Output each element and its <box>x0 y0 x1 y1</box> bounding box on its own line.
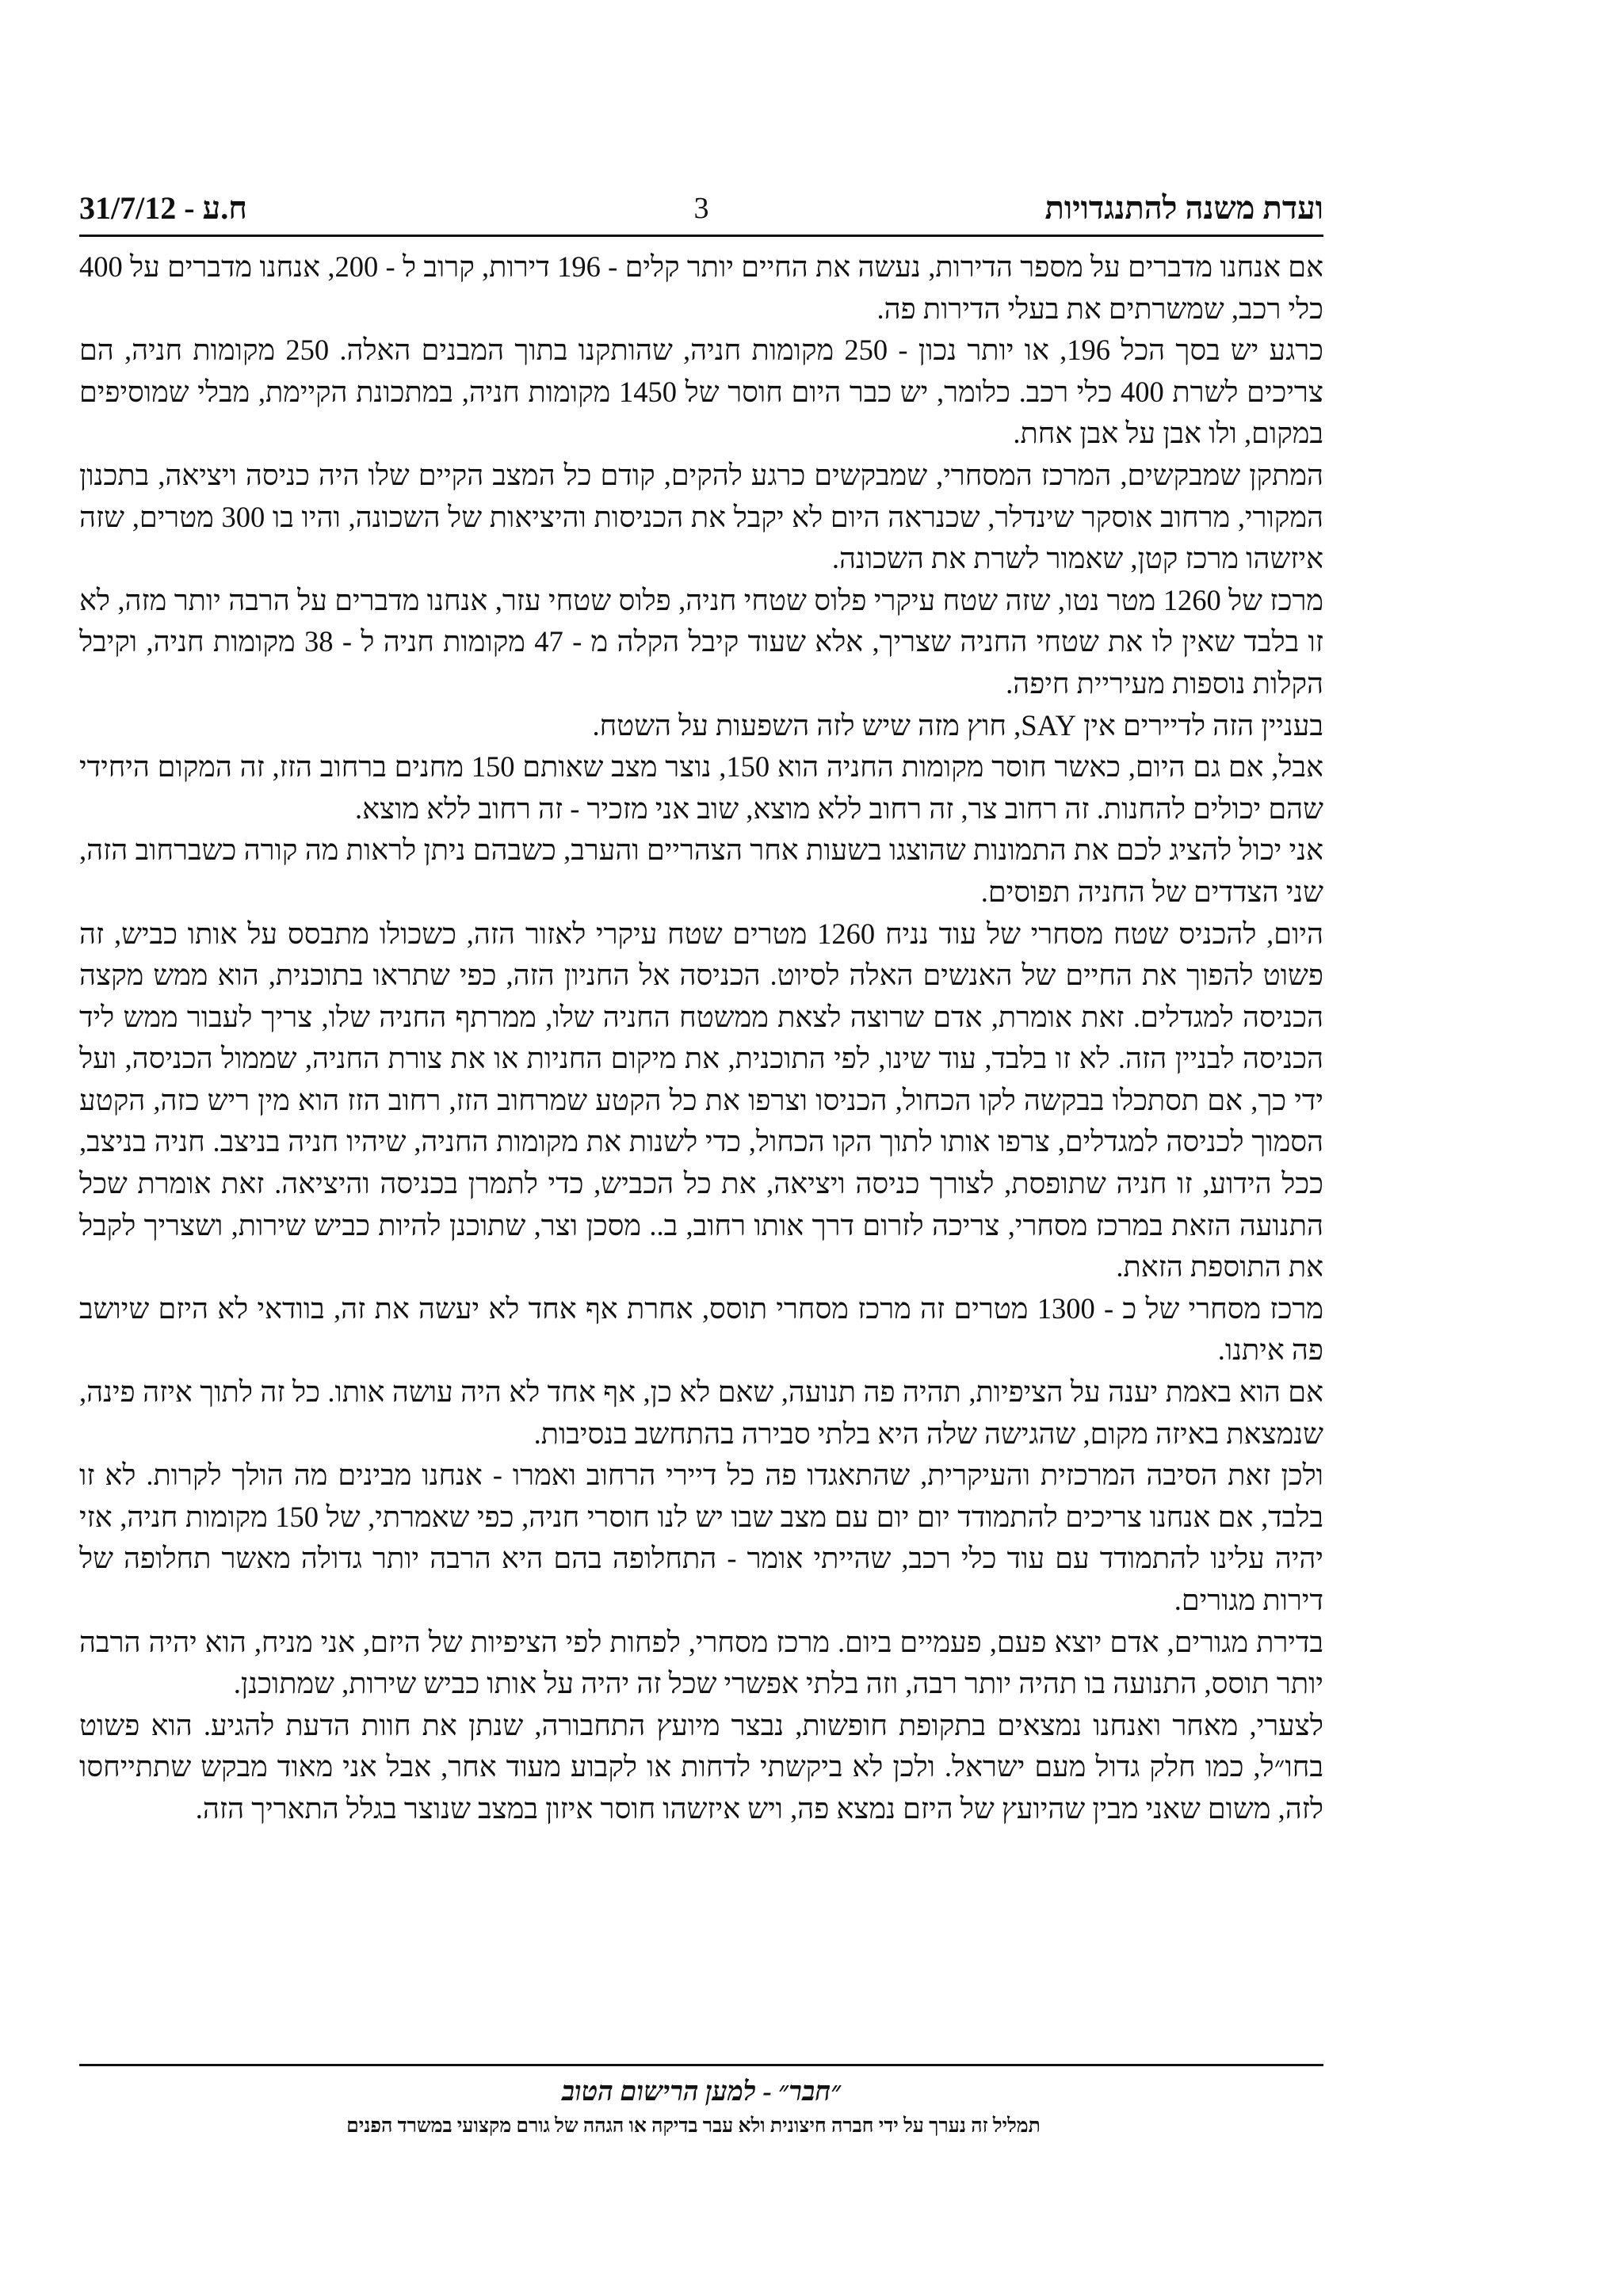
paragraph: ולכן זאת הסיבה המרכזית והעיקרית, שהתאגדו פה כל דיירי הרחוב ואמרו - אנחנו מבינים מה הולך לקרות. לא זו בלבד, אם אנחנו צריכים להתמודד יום יום עם מצב שבו יש לנו חוסרי חניה, כפי שאמרתי, של 150 מקומות חניה, אזי יהיה עלינו להתמודד עם עוד כלי רכב, שהייתי אומר - התחלופה בהם היא הרבה יותר גדולה מאשר תחלופה של דירות מגורים. <box>79 1459 1323 1616</box>
page-number: 3 <box>693 192 709 225</box>
paragraph: מרכז של 1260 מטר נטו, שזה שטח עיקרי פלוס שטחי חניה, פלוס שטחי עזר, אנחנו מדברים על הרבה יותר מזה, לא זו בלבד שאין לו את שטחי החניה שצריך, אלא שעוד קיבל הקלה מ - 47 מקומות חניה ל - 38 מקומות חניה, וקיבל הקלות נוספות מעיריית חיפה. <box>79 583 1324 700</box>
footer-divider <box>79 2064 1323 2066</box>
paragraph: בדירת מגורים, אדם יוצא פעם, פעמיים ביום. מרכז מסחרי, לפחות לפי הציפיות של היזם, אני מניח, הוא יהיה הרבה יותר תוסס, התנועה בו תהיה יותר רבה, וזה בלתי אפשרי שכל זה יהיה על אותו כביש שירות, שמתוכנן. <box>79 1625 1323 1700</box>
paragraph: לצערי, מאחר ואנחנו נמצאים בתקופת חופשות, נבצר מיועץ התחבורה, שנתן את חוות הדעת להגיע. הוא פשוט בחו״ל, כמו חלק גדול מעם ישראל. ולכן לא ביקשתי לדחות או לקבוע מעוד אחר, אבל אני מאוד מבקש שתתייחסו לזה, משום שאני מבין שהיועץ של היזם נמצא פה, ויש איזשהו חוסר איזון במצב שנוצר בגלל התאריך הזה. <box>79 1708 1323 1825</box>
paragraph: היום, להכניס שטח מסחרי של עוד נניח 1260 מטרים שטח עיקרי לאזור הזה, כשכולו מתבסס על אותו כביש, זה פשוט להפוך את החיים של האנשים האלה לסיוט. הכניסה אל החניון הזה, כפי שתראו בתוכנית, הוא ממש מקצה הכניסה למגדלים. זאת אומרת, אדם שרוצה לצאת ממשטח החניה שלו, ממרתף החניה שלו, צריך לעבור ממש ליד הכניסה לבניין הזה. לא זו בלבד, עוד שינו, לפי התוכנית, את מיקום החניות או את צורת החניה, שממול הכניסה, ועל ידי כך, אם תסתכלו בבקשה לקו הכחול, הכניסו וצרפו את כל הקטע שמרחוב הזז, רחוב הזז הוא מין ריש כזה, הקטע הסמוך לכניסה למגדלים, צרפו אותו לתוך הקו הכחול, כדי לשנות את מקומות החניה, שיהיו חניה בניצב. חניה בניצב, ככל הידוע, זו חניה שתופסת, לצורך כניסה ויציאה, את כל הכביש, כדי לתמרן בכניסה והיציאה. זאת אומרת שכל התנועה הזאת במרכז מסחרי, צריכה לזרום דרך אותו רחוב, ב.. מסכן וצר, שתוכנן להיות כביש שירות, ושצריך לקבל את התוספת הזאת. <box>79 917 1323 1283</box>
paragraph: אם אנחנו מדברים על מספר הדירות, נעשה את החיים יותר קלים - 196 דירות, קרוב ל - 200, אנחנו מדברים על 400 כלי רכב, שמשרתים את בעלי הדירות פה. <box>79 250 1323 325</box>
committee-title: ועדת משנה להתנגדויות <box>1044 190 1323 226</box>
paragraph: אני יכול להציג לכם את התמונות שהוצגו בשעות אחר הצהריים והערב, כשבהם ניתן לראות מה קורה כשברחוב הזה, שני הצדדים של החניה תפוסים. <box>79 833 1323 908</box>
paragraph: המתקן שמבקשים, המרכז המסחרי, שמבקשים כרגע להקים, קודם כל המצב הקיים שלו היה כניסה ויציאה, בתכנון המקורי, מרחוב אוסקר שינדלר, שכנראה היום לא יקבל את הכניסות והיציאות של השכונה, והיו בו 300 מטרים, שזה איזשהו מרכז קטן, שאמור לשרת את השכונה. <box>79 458 1323 575</box>
page-header <box>79 182 1323 237</box>
transcript-body <box>79 246 1323 1830</box>
paragraph: כרגע יש בסך הכל 196, או יותר נכון - 250 מקומות חניה, שהותקנו בתוך המבנים האלה. 250 מקומות חניה, הם צריכים לשרת 400 כלי רכב. כלומר, יש כבר היום חוסר של 1450 מקומות חניה, במתכונת הקיימת, מבלי שמוסיפים במקום, ולו אבן על אבן אחת. <box>79 334 1324 450</box>
footer-tagline: ״חבר״ - למען הרישום הטוב <box>561 2077 842 2107</box>
footer-disclaimer: תמליל זה נערך על ידי חברה חיצונית ולא עבר בדיקה או הגהה של גורם מקצועי במשרד הפנים <box>346 2115 1041 2137</box>
paragraph: מרכז מסחרי של כ - 1300 מטרים זה מרכז מסחרי תוסס, אחרת אף אחד לא יעשה את זה, בוודאי לא היזם שיושב פה איתנו. <box>79 1291 1323 1367</box>
transcript-date: ח.ע - 31/7/12 <box>79 190 247 226</box>
paragraph: אם הוא באמת יענה על הציפיות, תהיה פה תנועה, שאם לא כן, אף אחד לא היה עושה אותו. כל זה לתוך איזה פינה, שנמצאת באיזה מקום, שהגישה שלה היא בלתי סבירה בהתחשב בנסיבות. <box>79 1375 1323 1450</box>
paragraph: בעניין הזה לדיירים אין SAY, חוץ מזה שיש לזה השפעות על השטח. <box>592 708 1323 742</box>
paragraph: אבל, אם גם היום, כאשר חוסר מקומות החניה הוא 150, נוצר מצב שאותם 150 מחנים ברחוב הזז, זה המקום היחידי שהם יכולים להחנות. זה רחוב צר, זה רחוב ללא מוצא, שוב אני מזכיר - זה רחוב ללא מוצא. <box>79 750 1323 825</box>
document-page <box>79 182 1323 2179</box>
